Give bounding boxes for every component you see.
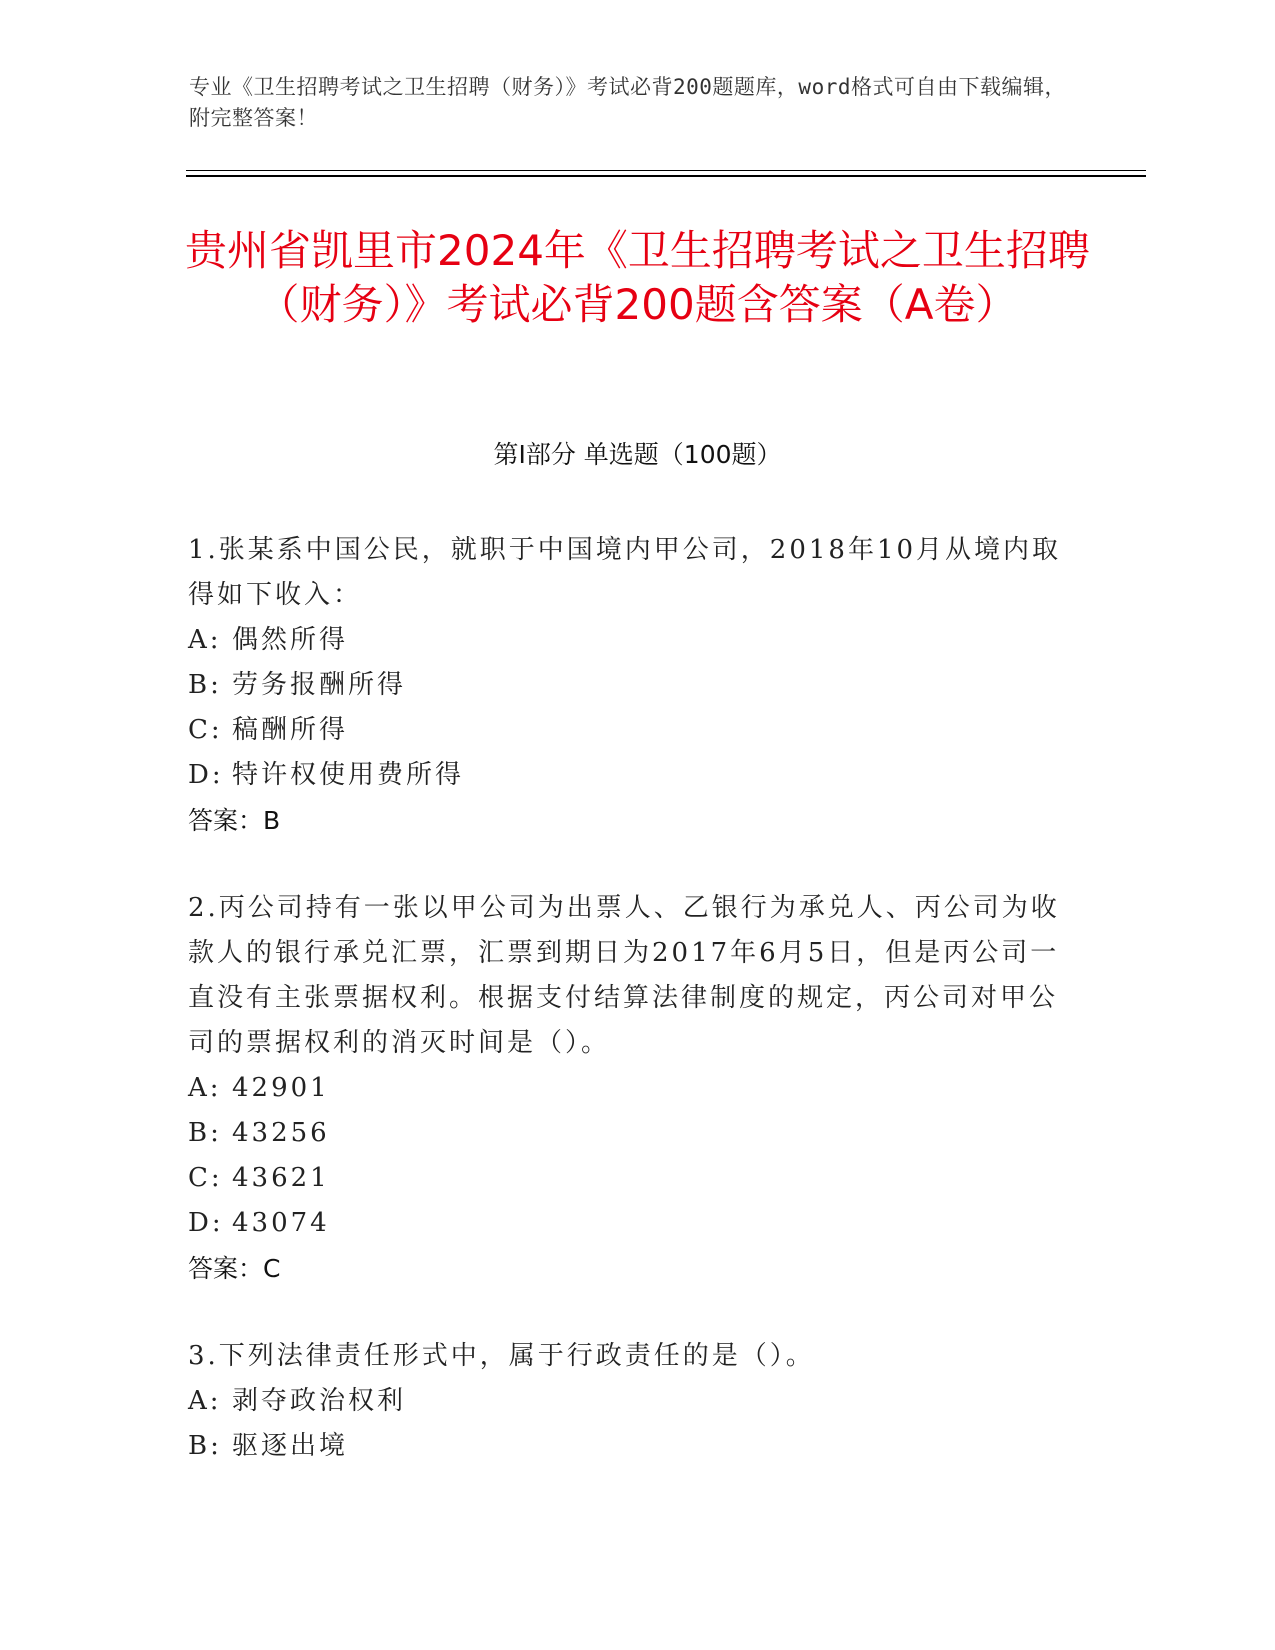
header-rule-thick	[186, 175, 1146, 177]
option-b	[188, 1424, 1078, 1469]
header-rule-thin	[186, 170, 1146, 171]
option-key: A:	[188, 1073, 222, 1103]
option-text: 43074	[232, 1208, 330, 1238]
answer-line: 答案：C	[188, 1254, 281, 1283]
option-a	[188, 1379, 1078, 1424]
question-list	[188, 528, 1078, 1512]
option-text: 稿酬所得	[232, 715, 349, 745]
option-d	[188, 753, 1078, 798]
option-a	[188, 618, 1078, 663]
answer-line: 答案：B	[188, 806, 281, 835]
option-text: 偶然所得	[232, 625, 349, 655]
option-text: 42901	[232, 1073, 330, 1103]
option-text: 43256	[232, 1118, 330, 1148]
option-text: 特许权使用费所得	[232, 760, 465, 790]
option-a	[188, 1066, 1078, 1111]
option-b	[188, 663, 1078, 708]
option-key: B:	[188, 1431, 222, 1461]
question-2	[188, 886, 1078, 1291]
option-text: 43621	[232, 1163, 330, 1193]
option-key: C:	[188, 1163, 223, 1193]
option-key: A:	[188, 625, 222, 655]
document-title: 贵州省凯里市2024年《卫生招聘考试之卫生招聘（财务）》考试必背200题含答案（A卷）	[185, 226, 1090, 329]
option-text: 驱逐出境	[232, 1431, 349, 1461]
question-1	[188, 528, 1078, 843]
option-key: D:	[188, 1208, 224, 1238]
option-b	[188, 1111, 1078, 1156]
option-key: A:	[188, 1386, 222, 1416]
question-3	[188, 1334, 1078, 1469]
option-key: B:	[188, 670, 222, 700]
header-note: 专业《卫生招聘考试之卫生招聘（财务）》考试必背200题题库，word格式可自由下载编辑，附完整答案！	[189, 75, 1066, 130]
question-stem: 3.下列法律责任形式中，属于行政责任的是（）。	[188, 1341, 815, 1371]
question-stem: 2.丙公司持有一张以甲公司为出票人、乙银行为承兑人、丙公司为收款人的银行承兑汇票，汇票到期日为2017年6月5日，但是丙公司一直没有主张票据权利。根据支付结算法律制度的规定，丙公司对甲公司的票据权利的消灭时间是（）。	[188, 893, 1060, 1058]
section-title: 第Ⅰ部分 单选题（100题）	[493, 440, 782, 469]
option-text: 劳务报酬所得	[232, 670, 407, 700]
option-d	[188, 1201, 1078, 1246]
option-key: B:	[188, 1118, 222, 1148]
question-stem: 1.张某系中国公民，就职于中国境内甲公司，2018年10月从境内取得如下收入：	[188, 535, 1062, 610]
option-key: D:	[188, 760, 224, 790]
option-c	[188, 1156, 1078, 1201]
option-text: 剥夺政治权利	[232, 1386, 407, 1416]
option-key: C:	[188, 715, 223, 745]
option-c	[188, 708, 1078, 753]
